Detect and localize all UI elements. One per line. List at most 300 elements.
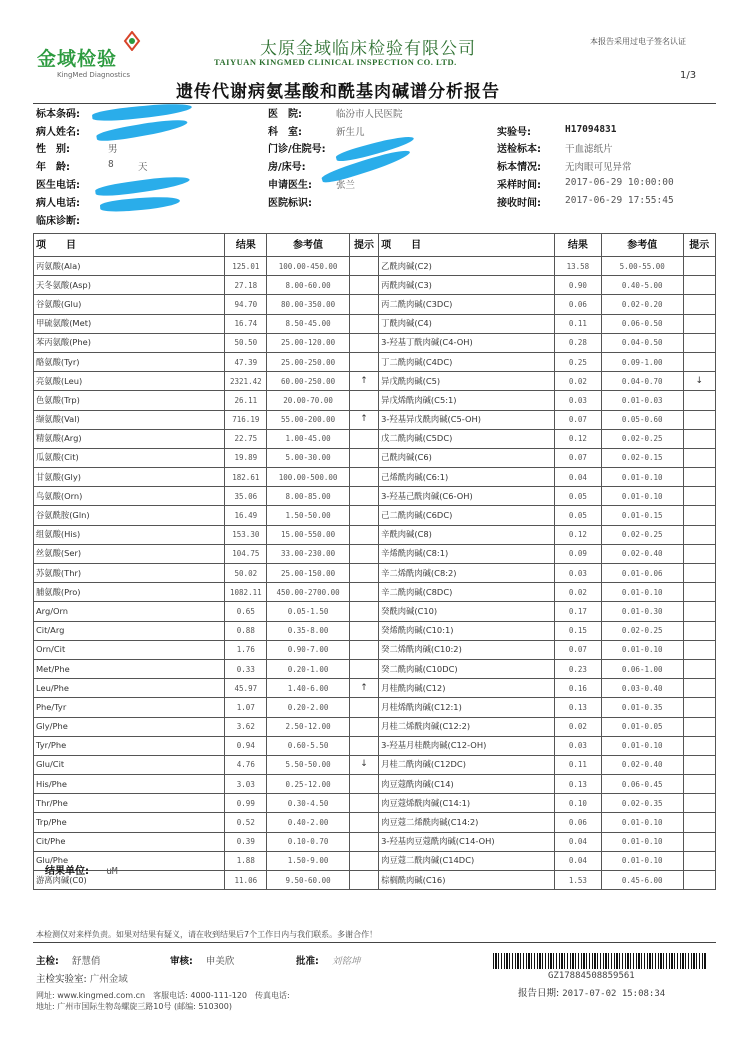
item-flag: ↓ (349, 755, 378, 774)
item-flag (683, 468, 716, 487)
item-name: 辛二烯酰肉碱(C8:2) (379, 564, 555, 583)
item-name: 亮氨酸(Leu) (34, 372, 225, 391)
applicant-value: 张兰 (336, 180, 356, 191)
item-reference: 0.45-6.00 (601, 871, 683, 890)
item-name: 癸烯酰肉碱(C10:1) (379, 621, 555, 640)
table-row (34, 775, 716, 794)
item-result: 13.58 (554, 257, 601, 276)
item-reference: 0.01-0.06 (601, 564, 683, 583)
item-name: 游离肉碱(C0) (34, 871, 225, 890)
item-reference: 9.50-60.00 (267, 871, 350, 890)
item-reference: 1.00-45.00 (267, 429, 350, 448)
item-name: 肉豆蔻二酰肉碱(C14DC) (379, 851, 555, 870)
item-reference: 0.01-0.15 (601, 506, 683, 525)
item-flag (349, 736, 378, 755)
table-row (34, 717, 716, 736)
item-reference: 0.04-0.50 (601, 333, 683, 352)
dept-value: 新生儿 (336, 127, 365, 138)
hospital-label: 医 院: (268, 109, 302, 120)
item-result: 0.88 (225, 621, 267, 640)
item-reference: 80.00-350.00 (267, 295, 350, 314)
item-flag (349, 794, 378, 813)
receive-time-label: 接收时间: (497, 198, 541, 209)
item-name: Met/Phe (34, 659, 225, 678)
item-name: 肉豆蔻烯酰肉碱(C14:1) (379, 794, 555, 813)
item-result: 0.04 (554, 468, 601, 487)
footer-divider (33, 942, 716, 943)
result-unit (45, 862, 118, 877)
item-reference: 0.25-12.00 (267, 775, 350, 794)
item-name: 苯丙氨酸(Phe) (34, 333, 225, 352)
doctor-phone-label: 医生电话: (36, 180, 80, 191)
item-result: 0.05 (554, 506, 601, 525)
item-reference: 8.00-60.00 (267, 276, 350, 295)
sample-status-label: 标本情况: (497, 162, 541, 173)
item-reference: 0.01-0.10 (601, 851, 683, 870)
item-name: 丁二酰肉碱(C4DC) (379, 352, 555, 371)
item-name: 3-羟基月桂酰肉碱(C12-OH) (379, 736, 555, 755)
item-flag (683, 583, 716, 602)
lab-no-value: H17094831 (565, 124, 617, 135)
item-flag (683, 487, 716, 506)
item-reference: 0.02-0.15 (601, 448, 683, 467)
item-reference: 0.01-0.35 (601, 698, 683, 717)
header-item: 项 目 (34, 234, 225, 257)
item-name: 肉豆蔻二烯酰肉碱(C14:2) (379, 813, 555, 832)
item-result: 0.52 (225, 813, 267, 832)
item-result: 50.02 (225, 564, 267, 583)
item-flag (349, 448, 378, 467)
item-result: 0.05 (554, 487, 601, 506)
signatures (36, 953, 100, 967)
approver-signature: 刘铭坤 (331, 956, 361, 967)
item-result: 0.09 (554, 544, 601, 563)
item-reference: 0.04-0.70 (601, 372, 683, 391)
approver-label: 批准: (296, 956, 319, 967)
item-name: 癸二酰肉碱(C10DC) (379, 659, 555, 678)
item-result: 0.11 (554, 755, 601, 774)
item-result: 26.11 (225, 391, 267, 410)
item-name: 丙氨酸(Ala) (34, 257, 225, 276)
item-flag (683, 775, 716, 794)
item-flag: ↑ (349, 372, 378, 391)
age-value: 8 (108, 159, 114, 170)
sample-type-label: 送检标本: (497, 144, 541, 155)
item-reference: 5.00-30.00 (267, 448, 350, 467)
item-result: 104.75 (225, 544, 267, 563)
item-flag (349, 871, 378, 890)
item-result: 0.23 (554, 659, 601, 678)
item-reference: 0.90-7.00 (267, 640, 350, 659)
table-row (34, 583, 716, 602)
table-row (34, 564, 716, 583)
item-result: 2321.42 (225, 372, 267, 391)
item-flag (349, 698, 378, 717)
item-flag (349, 295, 378, 314)
item-name: 月桂酰肉碱(C12) (379, 679, 555, 698)
item-flag (349, 564, 378, 583)
item-name: 丁酰肉碱(C4) (379, 314, 555, 333)
item-flag (683, 871, 716, 890)
item-flag (683, 832, 716, 851)
company-name-en: TAIYUAN KINGMED CLINICAL INSPECTION CO. LTD. (214, 57, 457, 67)
item-flag (349, 468, 378, 487)
item-result: 4.76 (225, 755, 267, 774)
item-name: 脯氨酸(Pro) (34, 583, 225, 602)
item-flag (349, 487, 378, 506)
header-flag: 提示 (349, 234, 378, 257)
item-flag (349, 621, 378, 640)
header-item: 项 目 (379, 234, 555, 257)
item-flag (683, 679, 716, 698)
table-row (34, 794, 716, 813)
item-flag (683, 736, 716, 755)
item-name: 戊二酰肉碱(C5DC) (379, 429, 555, 448)
patient-name-label: 病人姓名: (36, 127, 80, 138)
item-name: 癸酰肉碱(C10) (379, 602, 555, 621)
collect-time-label: 采样时间: (497, 180, 541, 191)
item-result: 0.07 (554, 410, 601, 429)
item-name: 癸二烯酰肉碱(C10:2) (379, 640, 555, 659)
item-flag (349, 352, 378, 371)
item-result: 16.49 (225, 506, 267, 525)
result-unit-label: 结果单位: (45, 866, 89, 877)
item-name: 酪氨酸(Tyr) (34, 352, 225, 371)
item-reference: 0.02-0.20 (601, 295, 683, 314)
item-result: 125.01 (225, 257, 267, 276)
item-name: 辛二酰肉碱(C8DC) (379, 583, 555, 602)
table-row (34, 871, 716, 890)
item-name: 异戊酰肉碱(C5) (379, 372, 555, 391)
report-date-value: 2017-07-02 15:08:34 (562, 989, 666, 999)
item-result: 1.88 (225, 851, 267, 870)
item-name: 色氨酸(Trp) (34, 391, 225, 410)
item-reference: 1.50-50.00 (267, 506, 350, 525)
item-flag (683, 755, 716, 774)
item-name: Leu/Phe (34, 679, 225, 698)
main-lab-label: 主检实验室: (36, 974, 87, 985)
item-result: 0.06 (554, 813, 601, 832)
table-row (34, 659, 716, 678)
approver (296, 953, 360, 967)
sample-status-value: 无肉眼可见异常 (565, 162, 632, 173)
item-name: 棕榈酰肉碱(C16) (379, 871, 555, 890)
item-flag (349, 583, 378, 602)
logo-subtitle: KingMed Diagnostics (57, 71, 131, 79)
item-result: 0.33 (225, 659, 267, 678)
item-reference: 0.20-2.00 (267, 698, 350, 717)
table-row (34, 372, 716, 391)
header-result: 结果 (554, 234, 601, 257)
item-reference: 0.05-1.50 (267, 602, 350, 621)
item-flag (683, 717, 716, 736)
item-name: 组氨酸(His) (34, 525, 225, 544)
receive-time-value: 2017-06-29 17:55:45 (565, 195, 674, 206)
item-flag (349, 775, 378, 794)
item-reference: 33.00-230.00 (267, 544, 350, 563)
item-flag (349, 391, 378, 410)
item-result: 0.11 (554, 314, 601, 333)
table-row (34, 736, 716, 755)
item-flag: ↑ (349, 410, 378, 429)
item-reference: 0.01-0.10 (601, 640, 683, 659)
item-result: 0.12 (554, 429, 601, 448)
item-reference: 1.40-6.00 (267, 679, 350, 698)
item-result: 0.04 (554, 832, 601, 851)
item-reference: 25.00-120.00 (267, 333, 350, 352)
item-result: 0.94 (225, 736, 267, 755)
item-reference: 0.01-0.10 (601, 832, 683, 851)
item-name: 3-羟基丁酰肉碱(C4-OH) (379, 333, 555, 352)
item-name: Gly/Phe (34, 717, 225, 736)
item-name: 苏氨酸(Thr) (34, 564, 225, 583)
item-result: 19.89 (225, 448, 267, 467)
header-ref: 参考值 (267, 234, 350, 257)
item-reference: 0.05-0.60 (601, 410, 683, 429)
item-name: 丝氨酸(Ser) (34, 544, 225, 563)
table-row (34, 257, 716, 276)
item-flag (349, 640, 378, 659)
item-flag (683, 314, 716, 333)
item-result: 0.28 (554, 333, 601, 352)
item-name: 天冬氨酸(Asp) (34, 276, 225, 295)
item-flag (349, 717, 378, 736)
item-name: 3-羟基肉豆蔻酰肉碱(C14-OH) (379, 832, 555, 851)
item-result: 27.18 (225, 276, 267, 295)
item-name: 月桂烯酰肉碱(C12:1) (379, 698, 555, 717)
item-result: 0.06 (554, 295, 601, 314)
table-row (34, 832, 716, 851)
item-reference: 0.02-0.25 (601, 429, 683, 448)
item-reference: 20.00-70.00 (267, 391, 350, 410)
item-reference: 0.01-0.05 (601, 717, 683, 736)
item-flag (683, 506, 716, 525)
item-name: 鸟氨酸(Orn) (34, 487, 225, 506)
item-flag (349, 659, 378, 678)
item-name: 3-羟基异戊酰肉碱(C5-OH) (379, 410, 555, 429)
table-row (34, 276, 716, 295)
item-name: 丙二酰肉碱(C3DC) (379, 295, 555, 314)
item-name: 月桂二酰肉碱(C12DC) (379, 755, 555, 774)
item-reference: 2.50-12.00 (267, 717, 350, 736)
main-lab-value: 广州金域 (89, 974, 128, 985)
item-reference: 0.10-0.70 (267, 832, 350, 851)
company-name-cn: 太原金域临床检验有限公司 (260, 39, 476, 59)
item-reference: 0.35-8.00 (267, 621, 350, 640)
item-result: 0.02 (554, 583, 601, 602)
table-row (34, 679, 716, 698)
item-flag (683, 640, 716, 659)
item-result: 35.06 (225, 487, 267, 506)
item-result: 0.99 (225, 794, 267, 813)
item-reference: 0.30-4.50 (267, 794, 350, 813)
header-divider (33, 103, 716, 104)
item-name: 缬氨酸(Val) (34, 410, 225, 429)
item-name: Thr/Phe (34, 794, 225, 813)
item-reference: 5.50-50.00 (267, 755, 350, 774)
item-result: 47.39 (225, 352, 267, 371)
collect-time-value: 2017-06-29 10:00:00 (565, 177, 674, 188)
item-flag (683, 429, 716, 448)
item-flag (683, 851, 716, 870)
item-flag (683, 659, 716, 678)
item-result: 11.06 (225, 871, 267, 890)
table-row (34, 544, 716, 563)
sample-type-value: 干血滤纸片 (565, 144, 613, 155)
item-flag (683, 295, 716, 314)
specimen-no-label: 标本条码: (36, 109, 80, 120)
table-row (34, 487, 716, 506)
item-name: Trp/Phe (34, 813, 225, 832)
item-reference: 25.00-150.00 (267, 564, 350, 583)
item-reference: 0.60-5.50 (267, 736, 350, 755)
results-table (33, 233, 716, 890)
item-result: 3.03 (225, 775, 267, 794)
item-name: Tyr/Phe (34, 736, 225, 755)
item-result: 0.25 (554, 352, 601, 371)
item-flag (349, 506, 378, 525)
applicant-label: 申请医生: (268, 180, 312, 191)
table-row (34, 352, 716, 371)
table-row (34, 410, 716, 429)
patient-phone-label: 病人电话: (36, 198, 80, 209)
hospital-mark-label: 医院标识: (268, 198, 312, 209)
item-reference: 8.00-85.00 (267, 487, 350, 506)
redaction-mark (95, 173, 191, 198)
table-row (34, 429, 716, 448)
result-unit-value: uM (106, 866, 118, 877)
item-name: 肉豆蔻酰肉碱(C14) (379, 775, 555, 794)
item-name: 精氨酸(Arg) (34, 429, 225, 448)
clinic-no-label: 门诊/住院号: (268, 144, 326, 155)
item-name: 瓜氨酸(Cit) (34, 448, 225, 467)
item-flag (683, 448, 716, 467)
item-result: 0.12 (554, 525, 601, 544)
item-result: 0.03 (554, 736, 601, 755)
item-flag (349, 851, 378, 870)
item-name: 己酰肉碱(C6) (379, 448, 555, 467)
item-reference: 55.00-200.00 (267, 410, 350, 429)
item-flag (683, 794, 716, 813)
item-name: His/Phe (34, 775, 225, 794)
item-flag (349, 813, 378, 832)
redaction-mark (100, 195, 181, 214)
item-flag: ↑ (349, 679, 378, 698)
item-reference: 0.02-0.40 (601, 544, 683, 563)
item-reference: 0.01-0.10 (601, 736, 683, 755)
dept-label: 科 室: (268, 127, 302, 138)
gender-label: 性 别: (36, 144, 70, 155)
item-result: 3.62 (225, 717, 267, 736)
item-name: 甘氨酸(Gly) (34, 468, 225, 487)
e-signature-note: 本报告采用过电子签名认证 (590, 37, 686, 46)
item-flag (683, 621, 716, 640)
table-header-row (34, 234, 716, 257)
table-row (34, 602, 716, 621)
item-result: 0.07 (554, 448, 601, 467)
results-body (34, 257, 716, 890)
item-reference: 0.40-5.00 (601, 276, 683, 295)
item-result: 1.07 (225, 698, 267, 717)
item-name: 异戊烯酰肉碱(C5:1) (379, 391, 555, 410)
item-result: 153.30 (225, 525, 267, 544)
item-reference: 0.01-0.10 (601, 468, 683, 487)
item-result: 94.70 (225, 295, 267, 314)
item-reference: 450.00-2700.00 (267, 583, 350, 602)
item-name: 己二酰肉碱(C6DC) (379, 506, 555, 525)
item-flag (349, 832, 378, 851)
main-lab (36, 971, 128, 985)
report-title: 遗传代谢病氨基酸和酰基肉碱谱分析报告 (176, 82, 500, 102)
item-result: 0.02 (554, 372, 601, 391)
item-flag (683, 410, 716, 429)
item-result: 0.07 (554, 640, 601, 659)
item-reference: 25.00-250.00 (267, 352, 350, 371)
header-result: 结果 (225, 234, 267, 257)
item-name: Glu/Phe (34, 851, 225, 870)
table-row (34, 295, 716, 314)
item-flag (349, 257, 378, 276)
diagnosis-label: 临床诊断: (36, 216, 80, 227)
address-line: 地址: 广州市国际生物岛螺旋三路10号 (邮编: 510300) (36, 1002, 232, 1011)
item-name: 谷氨酰胺(Gln) (34, 506, 225, 525)
item-reference: 100.00-500.00 (267, 468, 350, 487)
item-flag (683, 698, 716, 717)
item-reference: 1.50-9.00 (267, 851, 350, 870)
item-result: 50.50 (225, 333, 267, 352)
reviewer-name: 申美欣 (205, 956, 235, 967)
item-result: 22.75 (225, 429, 267, 448)
item-flag (683, 813, 716, 832)
item-name: 谷氨酸(Glu) (34, 295, 225, 314)
table-row (34, 698, 716, 717)
item-result: 16.74 (225, 314, 267, 333)
item-result: 45.97 (225, 679, 267, 698)
item-flag (349, 276, 378, 295)
item-reference: 8.50-45.00 (267, 314, 350, 333)
item-result: 0.17 (554, 602, 601, 621)
item-name: Arg/Orn (34, 602, 225, 621)
item-name: 甲硫氨酸(Met) (34, 314, 225, 333)
table-row (34, 621, 716, 640)
item-reference: 0.06-0.50 (601, 314, 683, 333)
item-flag (683, 602, 716, 621)
item-name: 辛酰肉碱(C8) (379, 525, 555, 544)
page-number: 1/3 (680, 70, 697, 81)
hospital-value: 临汾市人民医院 (336, 109, 403, 120)
item-result: 0.90 (554, 276, 601, 295)
table-row (34, 448, 716, 467)
table-row (34, 314, 716, 333)
item-reference: 0.20-1.00 (267, 659, 350, 678)
report-date-label: 报告日期: (518, 988, 560, 999)
item-reference: 0.02-0.40 (601, 755, 683, 774)
item-reference: 5.00-55.00 (601, 257, 683, 276)
barcode-number: GZ17884508859561 (548, 971, 635, 981)
header-ref: 参考值 (601, 234, 683, 257)
item-name: 己烯酰肉碱(C6:1) (379, 468, 555, 487)
item-flag (683, 257, 716, 276)
item-flag (683, 276, 716, 295)
table-row (34, 813, 716, 832)
header-flag: 提示 (683, 234, 716, 257)
item-reference: 0.09-1.00 (601, 352, 683, 371)
item-result: 1.76 (225, 640, 267, 659)
tester-label: 主检: (36, 956, 59, 967)
item-flag (683, 525, 716, 544)
item-flag (349, 544, 378, 563)
item-result: 182.61 (225, 468, 267, 487)
